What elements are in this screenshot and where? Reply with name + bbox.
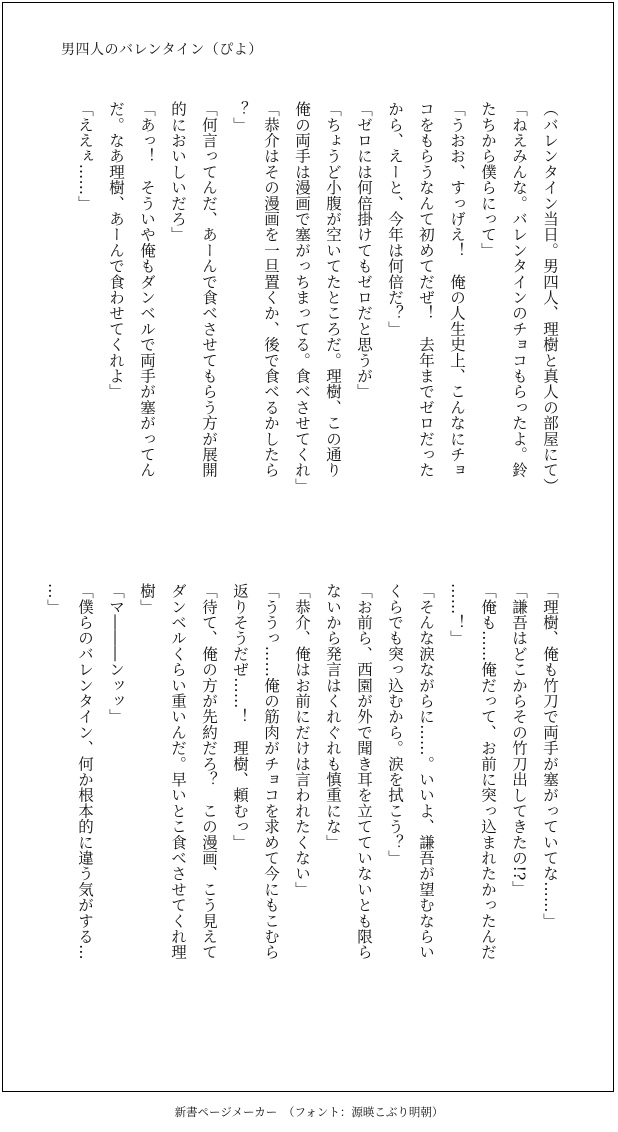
text-block-top: （バレンタイン当日。男四人、理樹と真人の部屋にて） 「ねえみんな。バレンタインのチョコもらったよ。鈴 たちから僕らにって」 「うおお、すっげえ！ 俺の人生史上、こんなにチョ コをもらうなんて初めてだぜ！ 去年までゼロだった から、えーと、今年は何倍だ？」 「ゼロには何倍掛けてもゼロだと思うが」 「ちょうど小腹が空いてたところだ。理樹、この通り 俺の両手は漫画で塞がっちまってる。食べさせてくれ」 「恭介はその漫画を一旦置くか、後で食べるかしたら ？」 「何言ってんだ、あーんで食べさせてもらう方が展開 的においしいだろ」 「あっ！ そういや俺もダンベルで両手が塞がってん だ。なあ理樹、あーんで食わせてくれよ」 「ええぇ……」: [76, 101, 559, 494]
page-title: 男四人のバレンタイン（ぴよ）: [61, 42, 263, 58]
footer-credit: 新書ページメーカー （フォント：源暎こぶり明朝）: [174, 1105, 444, 1119]
novel-page: [2, 2, 614, 1092]
text-block-bottom: 「理樹、俺も竹刀で両手が塞がっていてな……」 「謙吾はどこからその竹刀出してきたの!?」 「俺も……俺だって、お前に突っ込まれたかったんだ ……！」 「そんな涙ながらに……。いいよ、謙吾が望むならい くらでも突っ込むから。涙を拭こう？」 「お前ら、西園が外で聞き耳を立てていないとも限ら ないから発言はくれぐれも慎重にな」 「恭介、俺はお前にだけは言われたくない」 「ううっ……俺の筋肉がチョコを求めて今にもこむら 返りそうだぜ……！ 理樹、頼むっ」 「待て、俺の方が先約だろ？ この漫画、こう見えて ダンベルくらい重いんだ。早いとこ食べさせてくれ理 樹」 「マ―――ンッッ」 「僕らのバレンタイン、何か根本的に違う気がする… …」: [45, 583, 559, 960]
